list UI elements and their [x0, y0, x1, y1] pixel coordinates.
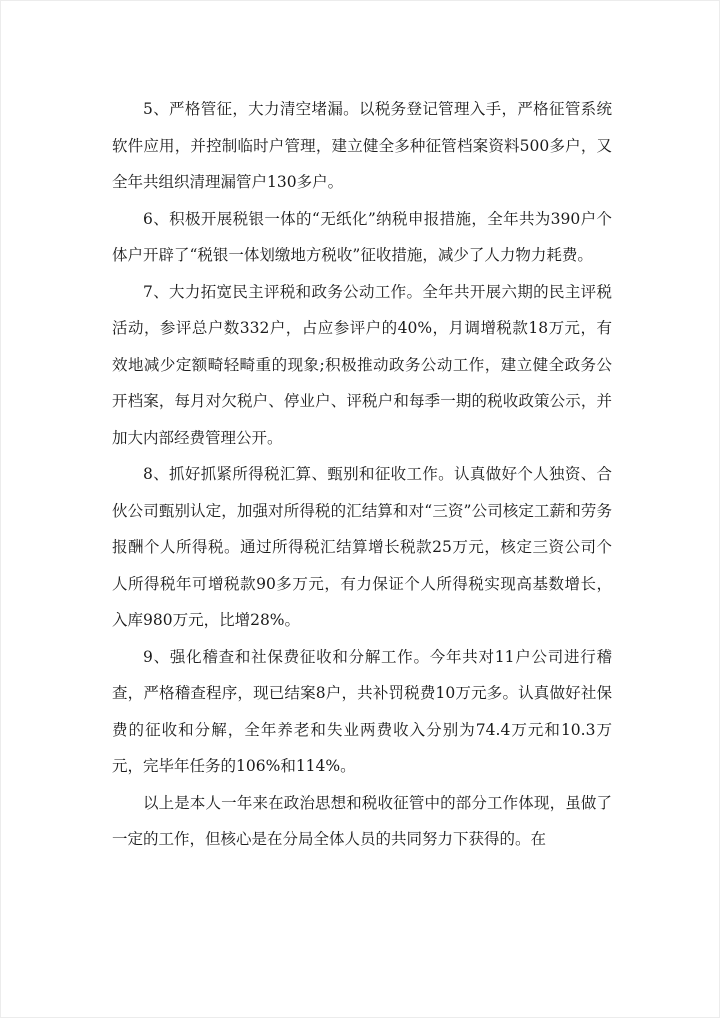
paragraph-summary: 以上是本人一年来在政治思想和税收征管中的部分工作体现，虽做了一定的工作，但核心是在分局全体人员的共同努力下获得的。在 [112, 793, 612, 848]
document-body [112, 91, 612, 858]
paragraph-item-8: 8、抓好抓紧所得税汇算、甄别和征收工作。认真做好个人独资、合伙公司甄别认定，加强对所得税的汇结算和对“三资”公司核定工薪和劳务报酬个人所得税。通过所得税汇结算增长税款25万元，核定三资公司个人所得税年可增税款90多万元，有力保证个人所得税实现高基数增长，入库980万元，比增28%。 [112, 465, 612, 629]
paragraph-item-7: 7、大力拓宽民主评税和政务公动工作。全年共开展六期的民主评税活动，参评总户数332户，占应参评户的40%，月调增税款18万元，有效地减少定额畸轻畸重的现象;积极推动政务公动工作，建立健全政务公开档案，每月对欠税户、停业户、评税户和每季一期的税收政策公示，并加大内部经费管理公开。 [112, 282, 612, 447]
paragraph-item-5: 5、严格管征，大力清空堵漏。以税务登记管理入手，严格征管系统软件应用，并控制临时户管理，建立健全多种征管档案资料500多户，又全年共组织清理漏管户130多户。 [112, 100, 612, 191]
paragraph-item-6: 6、积极开展税银一体的“无纸化”纳税申报措施，全年共为390户个体户开辟了“税银一体划缴地方税收”征收措施，减少了人力物力耗费。 [112, 209, 612, 264]
paragraph-item-9: 9、强化稽查和社保费征收和分解工作。今年共对11户公司进行稽查，严格稽查程序，现已结案8户，共补罚税费10万元多。认真做好社保费的征收和分解，全年养老和失业两费收入分别为74.4万元和10.3万元，完毕年任务的106%和114%。 [112, 647, 612, 775]
